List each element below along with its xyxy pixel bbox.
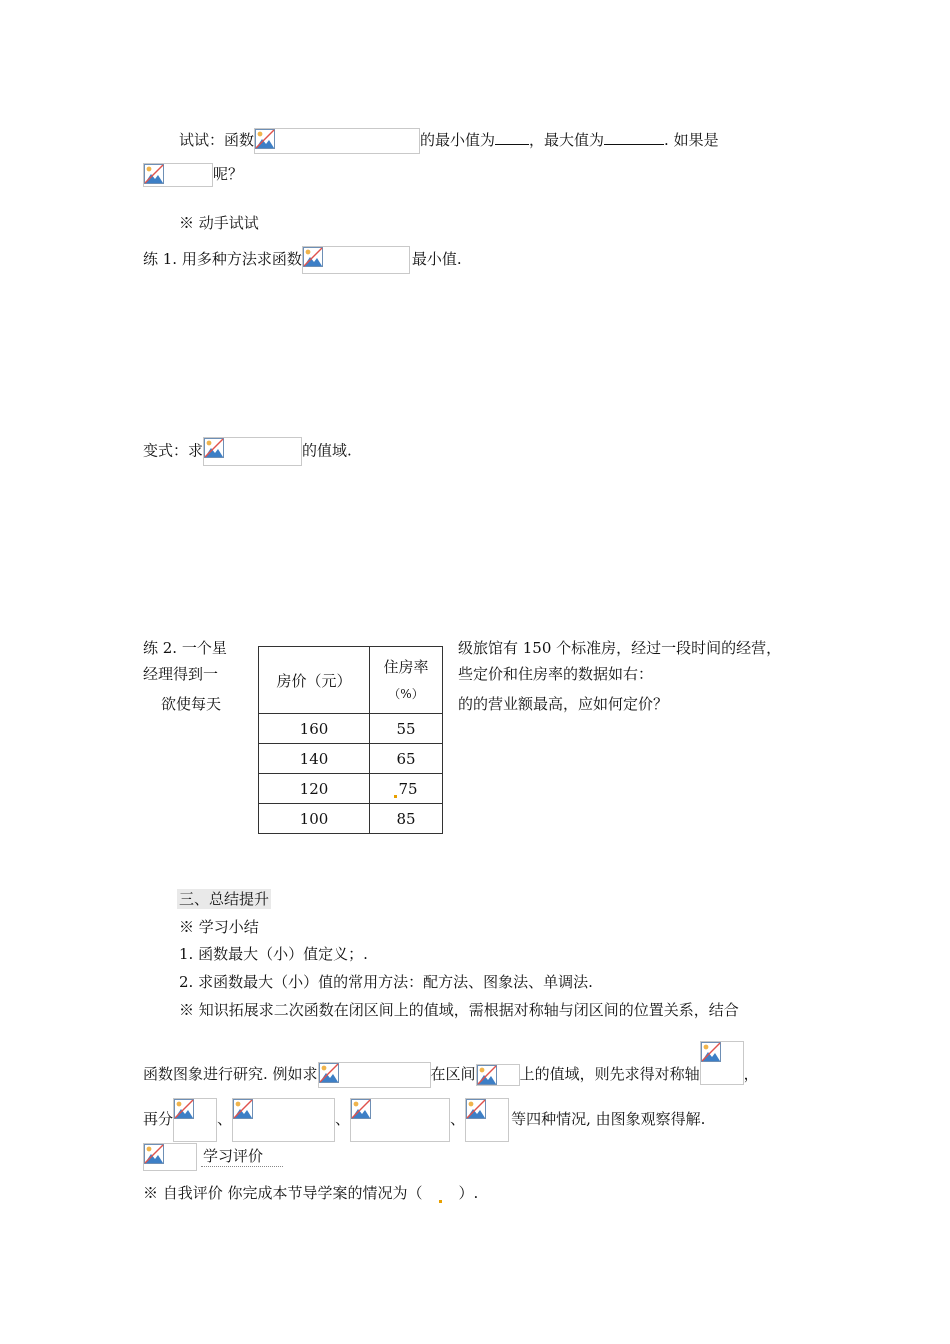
table-row (259, 804, 443, 834)
evaluation-title: 学习评价 (203, 1147, 264, 1165)
formula-image (465, 1098, 509, 1142)
formula-image (318, 1062, 431, 1088)
table-cell: 55 (370, 714, 443, 744)
broken-image-icon (466, 1099, 486, 1119)
section-heading-summary: 三、总结提升 (179, 890, 270, 908)
exercise-2-left-2: 经理得到一 (143, 665, 219, 683)
table-cell: 160 (259, 714, 370, 744)
formula-image (302, 246, 410, 274)
summary-item-1: 1. 函数最大（小）值定义；. (179, 945, 368, 963)
broken-image-icon (477, 1065, 497, 1085)
table-cell: 100 (259, 804, 370, 834)
formula-image (173, 1098, 217, 1142)
broken-image-icon (351, 1099, 371, 1119)
exercise-2-right-1: 级旅馆有 150 个标准房，经过一段时间的经营， (458, 639, 782, 657)
extension-line-3: 再分 、 、 、 等四种情况, 由图象观察得解. (143, 1098, 705, 1142)
wavy-underline (201, 1166, 283, 1167)
formula-image (232, 1098, 335, 1142)
formula-image (203, 437, 302, 466)
table-cell: 85 (370, 804, 443, 834)
self-evaluation: ※ 自我评价 你完成本节导学案的情况为（ ）. (143, 1184, 479, 1202)
formula-image (476, 1064, 520, 1086)
marker-dot (439, 1200, 442, 1203)
broken-image-icon (303, 247, 323, 267)
study-summary-heading: ※ 学习小结 (179, 918, 259, 936)
exercise-2-left-1: 练 2. 一个星 (143, 639, 227, 657)
broken-image-icon (233, 1099, 253, 1119)
heading-image (143, 1143, 197, 1171)
broken-image-icon (144, 1144, 164, 1164)
formula-image (143, 163, 213, 187)
exercise-2-right-2: 些定价和住房率的数据如右： (458, 665, 654, 683)
extension-line-2: 函数图象进行研究. 例如求 在区间 上的值域，则先求得对称轴 ， (143, 1041, 759, 1088)
exercise-2-left-3: 欲使每天 (161, 695, 222, 713)
table-header-cell: 房价（元） (259, 647, 370, 714)
table-row (259, 744, 443, 774)
line-what-if: 呢？ (143, 163, 243, 187)
answer-blank-max[interactable] (604, 130, 664, 145)
marker-dot (394, 795, 397, 798)
broken-image-icon (319, 1063, 339, 1083)
table-cell: 75 (370, 774, 443, 804)
table-header-row (259, 647, 443, 714)
table-cell: 65 (370, 744, 443, 774)
exercise-2-right-3: 的的营业额最高，应如何定价？ (458, 695, 669, 713)
table-header-cell: 住房率 （%） (370, 647, 443, 714)
broken-image-icon (255, 129, 275, 149)
summary-item-2: 2. 求函数最大（小）值的常用方法：配方法、图象法、单调法. (179, 973, 593, 991)
knowledge-extension: ※ 知识拓展求二次函数在闭区间上的值域，需根据对称轴与闭区间的位置关系，结合 (179, 1001, 739, 1019)
broken-image-icon (144, 164, 164, 184)
table-cell: 120 (259, 774, 370, 804)
exercise-1: 练 1. 用多种方法求函数 最小值. (143, 246, 462, 274)
line-try: 试试：函数 的最小值为 ，最大值为 . 如果是 (179, 128, 719, 154)
formula-image (350, 1098, 450, 1142)
answer-blank-min[interactable] (495, 130, 529, 145)
variant: 变式：求 的值域. (143, 437, 352, 466)
table-row (259, 774, 443, 804)
price-occupancy-table (258, 646, 443, 834)
table-cell: 140 (259, 744, 370, 774)
table-row (259, 714, 443, 744)
broken-image-icon (174, 1099, 194, 1119)
evaluation-blank[interactable] (423, 1183, 459, 1203)
formula-image (700, 1041, 744, 1085)
broken-image-icon (701, 1042, 721, 1062)
formula-image (254, 128, 420, 154)
hands-on-heading: ※ 动手试试 (179, 214, 259, 232)
broken-image-icon (204, 438, 224, 458)
